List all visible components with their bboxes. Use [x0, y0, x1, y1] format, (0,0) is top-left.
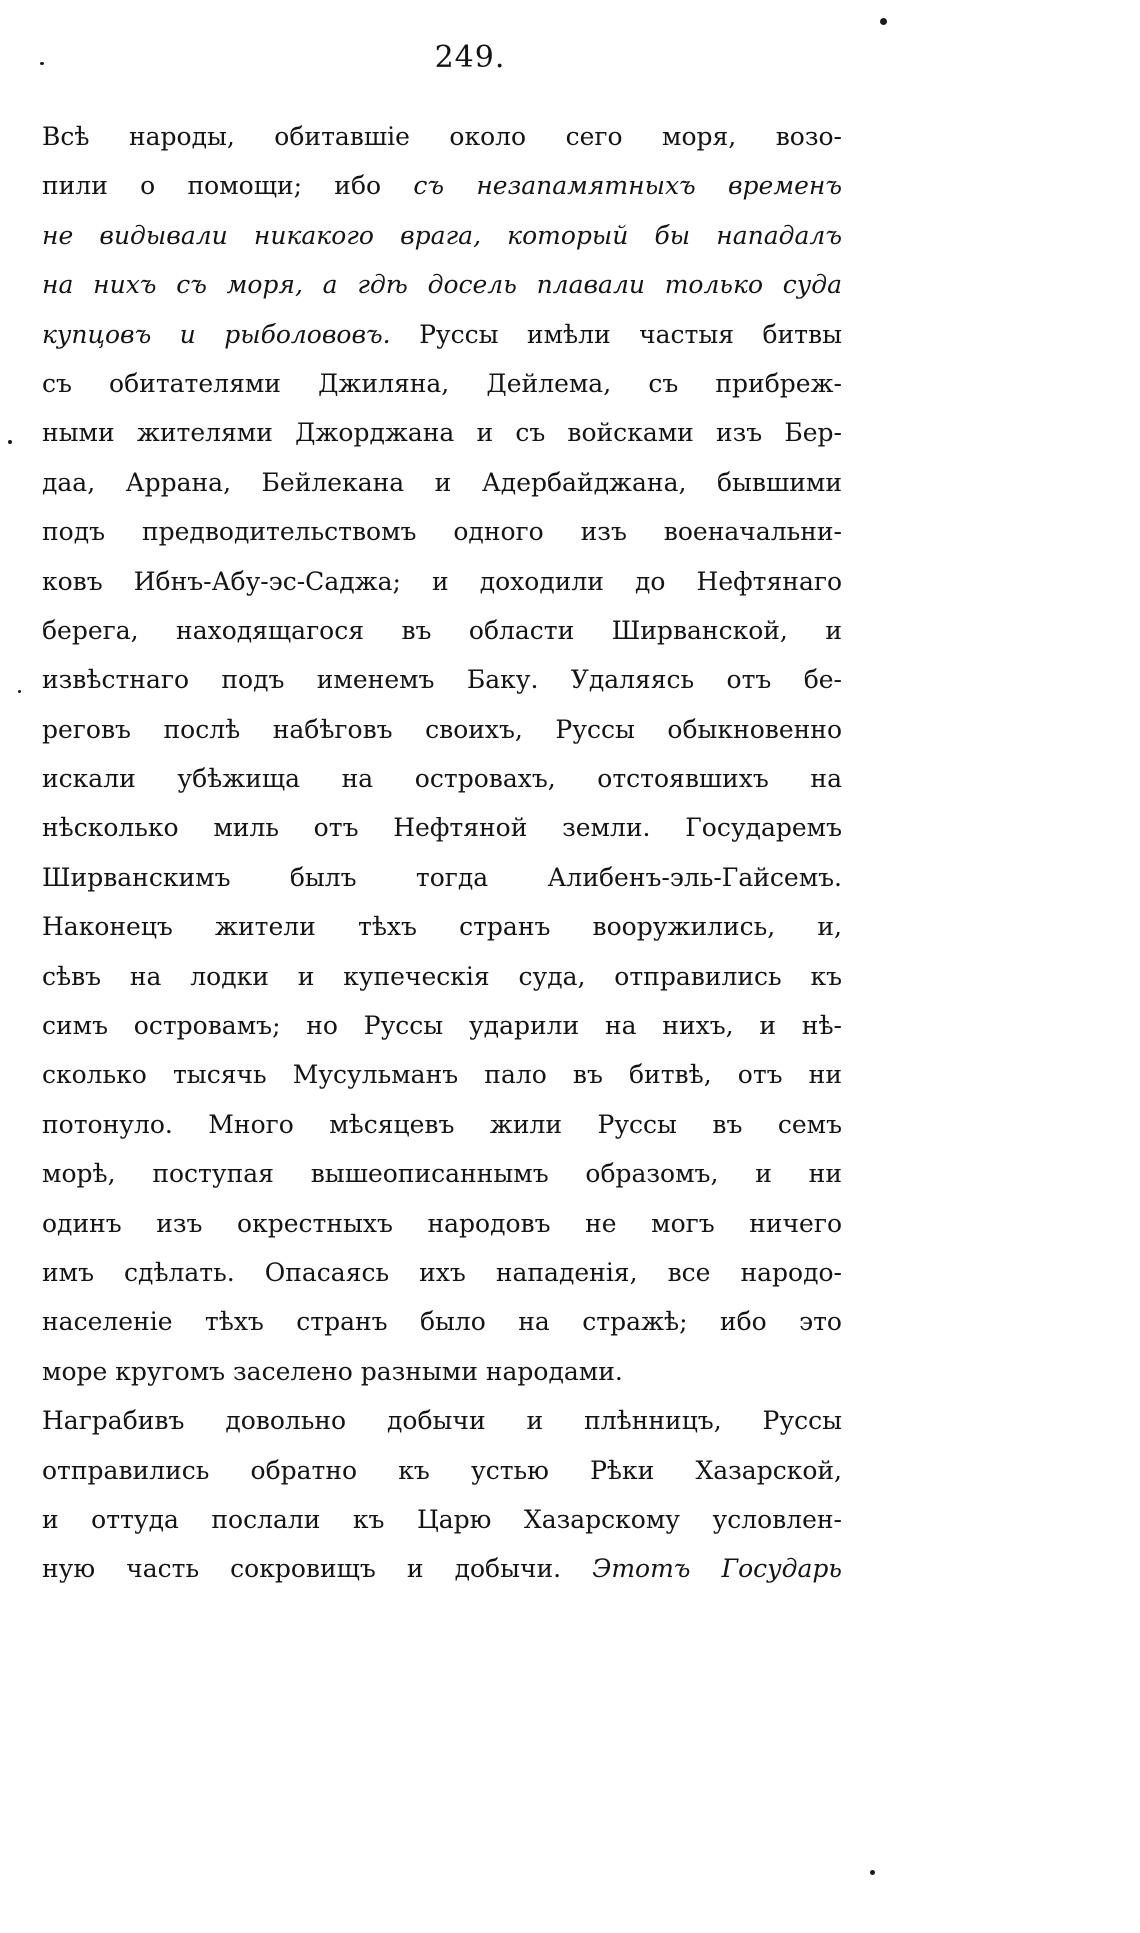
text-line-21: потонуло. Много мѣсяцевъ жили Руссы въ семъ	[42, 1109, 842, 1139]
text-line-25: населеніе тѣхъ странъ было на стражѣ; ибо это	[42, 1307, 842, 1337]
text-line-2: пили о помощи; ибо съ незапамятныхъ временъ	[42, 171, 842, 201]
text-line-1: Всѣ народы, обитавшіе около сего моря, возо-	[42, 122, 842, 151]
text-line-28: отправились обратно къ устью Рѣки Хазарской,	[42, 1455, 842, 1485]
scan-speck	[40, 62, 44, 65]
text-line-5: купцовъ и рыболововъ. Руссы имѣли частыя битвы	[42, 319, 842, 349]
scan-speck	[880, 18, 887, 25]
text-line-29: и оттуда послали къ Царю Хазарскому условлен-	[42, 1504, 842, 1534]
text-line-20: сколько тысячь Мусульманъ пало въ битвѣ, отъ ни	[42, 1060, 842, 1090]
text-line-22: морѣ, поступая вышеописаннымъ образомъ, и ни	[42, 1159, 842, 1189]
text-line-10: ковъ Ибнъ-Абу-эс-Саджа; и доходили до Нефтянаго	[42, 566, 842, 596]
text-line-13: реговъ послѣ набѣговъ своихъ, Руссы обыкновенно	[42, 714, 842, 744]
text-line-17: Наконецъ жители тѣхъ странъ вооружились, и,	[42, 912, 842, 942]
text-line-6: съ обитателями Джиляна, Дейлема, съ прибреж-	[42, 368, 842, 398]
text-line-27: Награбивъ довольно добычи и плѣнницъ, Руссы	[42, 1406, 842, 1436]
italic-phrase: Этотъ Государь	[592, 1554, 842, 1584]
text-line-8: даа, Аррана, Бейлекана и Адербайджана, бывшими	[42, 467, 842, 497]
scan-speck	[870, 1870, 875, 1875]
text-line-15: нѣсколько миль отъ Нефтяной земли. Государемъ	[42, 813, 842, 843]
text-line-9: подъ предводительствомъ одного изъ военачальни-	[42, 517, 842, 547]
text-line-30: ную часть сокровищъ и добычи. Этотъ Государь	[42, 1554, 842, 1584]
text-line-7: ными жителями Джорджана и съ войсками изъ Бер-	[42, 418, 842, 448]
text-line-23: одинъ изъ окрестныхъ народовъ не могъ ничего	[42, 1208, 842, 1238]
body-text	[42, 112, 842, 1594]
text-line-18: сѣвъ на лодки и купеческія суда, отправились къ	[42, 961, 842, 991]
text-line-26: море кругомъ заселено разными народами.	[42, 1356, 623, 1386]
text-line-4: на нихъ съ моря, а гдѣ досель плавали только суда	[42, 270, 842, 300]
text-line-19: симъ островамъ; но Руссы ударили на нихъ, и нѣ-	[42, 1011, 842, 1041]
text-line-3: не видывали никакого врага, который бы нападалъ	[42, 220, 842, 250]
text-line-12: извѣстнаго подъ именемъ Баку. Удаляясь отъ бе-	[42, 665, 842, 695]
text-line-24: имъ сдѣлать. Опасаясь ихъ нападенія, все народо-	[42, 1257, 842, 1287]
text-line-14: искали убѣжища на островахъ, отстоявшихъ на	[42, 764, 842, 794]
scan-speck	[18, 690, 21, 693]
text-line-16: Ширванскимъ былъ тогда Алибенъ-эль-Гайсемъ.	[42, 862, 842, 892]
page-number: 249.	[434, 40, 506, 75]
text-line-11: берега, находящагося въ области Ширванской, и	[42, 615, 842, 645]
italic-phrase: съ незапамятныхъ временъ	[413, 171, 842, 201]
scan-speck	[8, 440, 12, 444]
